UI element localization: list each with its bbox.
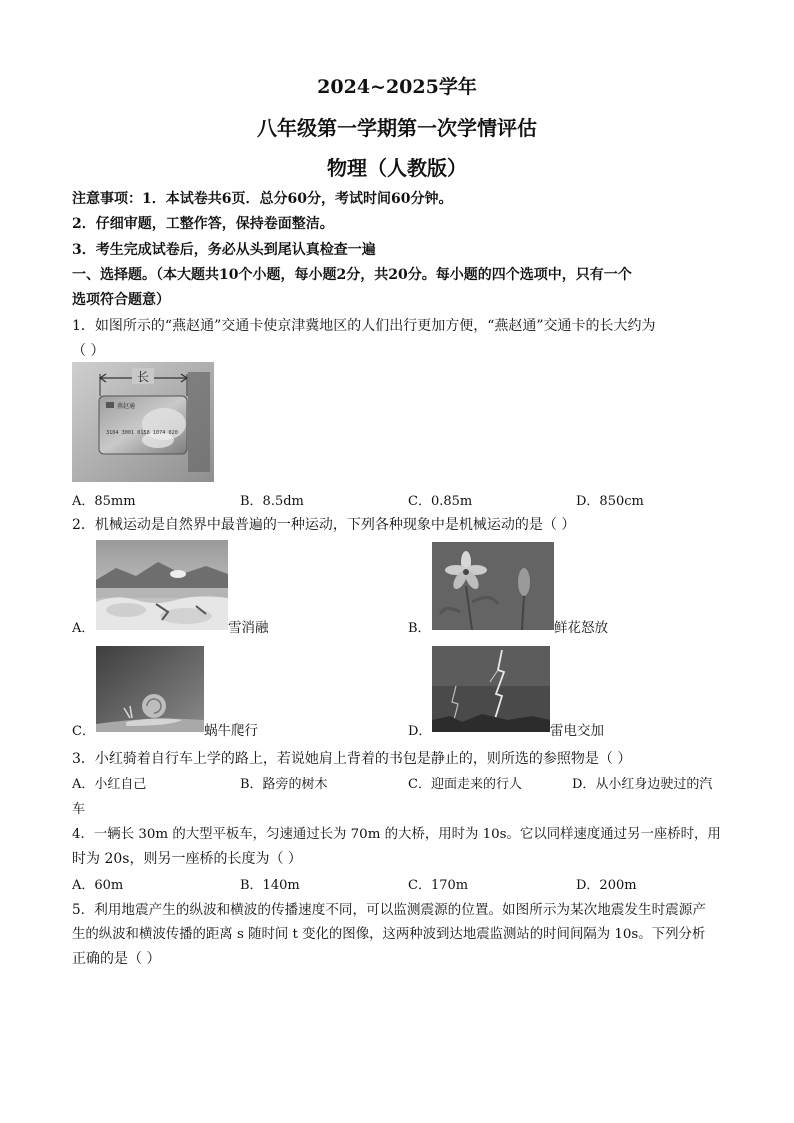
card-brand-text: 燕赵通 — [117, 403, 136, 410]
q4-stem-cont: 时为 20s，则另一座桥的长度为（ ） — [72, 851, 302, 867]
q5-stem-end: 正确的是（ ） — [72, 951, 161, 967]
q2-stem: 2．机械运动是自然界中最普遍的一种运动，下列各种现象中是机械运动的是（ ） — [72, 517, 576, 533]
q1-option-a[interactable]: A．85mm — [72, 494, 136, 509]
section-heading: 一、选择题。（本大题共10个小题，每小题2分，共20分。每小题的四个选项中，只有一个 — [72, 267, 632, 283]
q3-stem: 3．小红骑着自行车上学的路上，若说她肩上背着的书包是静止的，则所选的参照物是（ ） — [72, 751, 632, 767]
flower-blooming-photo — [432, 542, 554, 630]
q3-option-a[interactable]: A．小红自己 — [72, 777, 147, 792]
length-label: 长 — [136, 370, 150, 384]
q5-stem: 5．利用地震产生的纵波和横波的传播速度不同，可以监测震源的位置。如图所示为某次地震发生时震源产 — [72, 902, 706, 918]
q2-option-a-letter[interactable]: A． — [72, 621, 95, 636]
q2-option-a-caption: 雪消融 — [228, 620, 269, 636]
notice-line-1: 注意事项：1．本试卷共6页．总分60分，考试时间60分钟。 — [72, 191, 453, 207]
q4-option-d[interactable]: D．200m — [576, 878, 637, 893]
school-year-title: 2024~2025学年 — [317, 76, 477, 98]
q5-stem-cont: 生的纵波和横波传播的距离 s 随时间 t 变化的图像，这两种波到达地震监测站的时间间隔为 10s。下列分析 — [72, 927, 706, 942]
q2-option-b-letter[interactable]: B． — [408, 621, 431, 636]
section-heading-cont: 选项符合题意） — [72, 292, 170, 308]
q4-option-c[interactable]: C．170m — [408, 878, 469, 893]
lightning-photo — [432, 646, 550, 732]
q4-stem: 4．一辆长 30m 的大型平板车，匀速通过长为 70m 的大桥，用时为 10s。它以同样速度通过另一座桥时，用 — [72, 827, 721, 842]
exam-title: 八年级第一学期第一次学情评估 — [257, 116, 537, 140]
q3-option-d[interactable]: D．从小红身边驶过的汽 — [572, 777, 713, 792]
notice-line-3: 3．考生完成试卷后，务必从头到尾认真检查一遍 — [72, 242, 376, 258]
q1-stem: 1．如图所示的“燕赵通”交通卡使京津冀地区的人们出行更加方便，“燕赵通”交通卡的长大约为 — [72, 318, 656, 334]
snail-crawling-photo — [96, 646, 204, 732]
q2-option-d-caption: 雷电交加 — [550, 723, 604, 739]
q4-option-b[interactable]: B．140m — [240, 878, 300, 893]
notice-line-2: 2．仔细审题，工整作答，保持卷面整洁。 — [72, 216, 334, 232]
q1-option-c[interactable]: C．0.85m — [408, 494, 473, 509]
q3-option-d-wrap: 车 — [72, 802, 86, 817]
q2-option-c-letter[interactable]: C． — [72, 724, 95, 739]
snow-melting-photo — [96, 540, 228, 630]
q2-option-d-letter[interactable]: D． — [408, 724, 432, 739]
q1-option-d[interactable]: D．850cm — [576, 494, 644, 509]
q1-stem-cont: （ ） — [72, 343, 105, 359]
q3-option-b[interactable]: B．路旁的树木 — [240, 777, 328, 792]
q4-option-a[interactable]: A．60m — [72, 878, 124, 893]
q1-option-b[interactable]: B．8.5dm — [240, 494, 304, 509]
q2-option-c-caption: 蜗牛爬行 — [204, 723, 258, 739]
subject-title: 物理（人教版） — [327, 156, 467, 180]
q2-option-b-caption: 鲜花怒放 — [554, 620, 608, 636]
card-number-text: 3104 3001 0158 1074 020 — [106, 430, 178, 436]
transit-card-photo — [72, 362, 214, 482]
q3-option-c[interactable]: C．迎面走来的行人 — [408, 777, 522, 792]
